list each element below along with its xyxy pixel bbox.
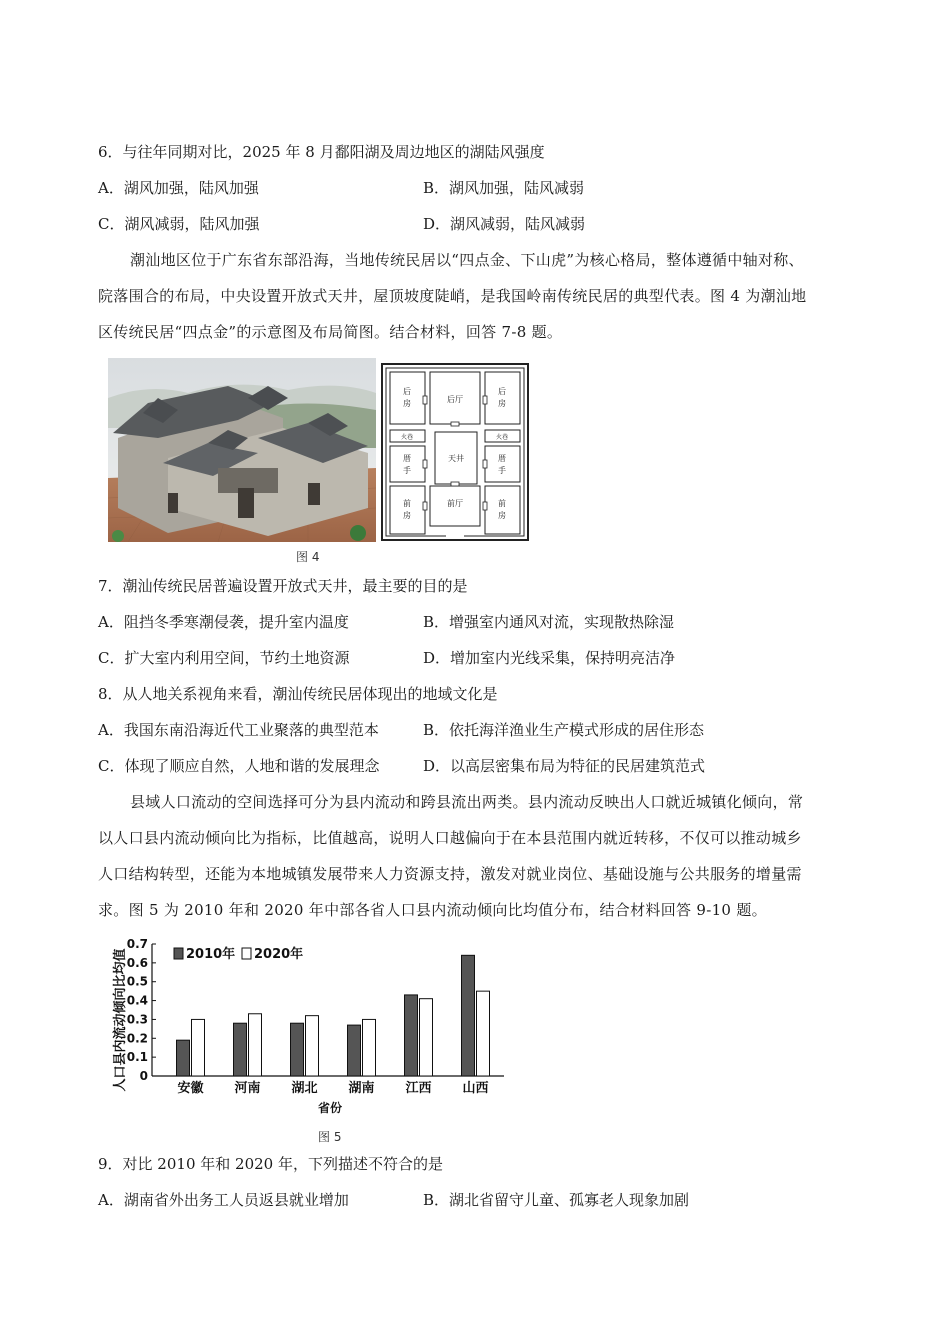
passage1-line-3: 区传统民居“四点金”的示意图及布局简图。结合材料，回答 7-8 题。: [98, 323, 563, 341]
y-tick-label: 0.7: [126, 937, 148, 951]
q9-stem: 9．对比 2010 年和 2020 年，下列描述不符合的是: [98, 1155, 443, 1173]
legend-label: 2020年: [254, 947, 304, 962]
room-side-left-2: 手: [403, 466, 411, 475]
floor-plan: [380, 362, 530, 542]
fig5-chart: [108, 930, 508, 1120]
q6-option-b: B．湖风加强，陆风减弱: [423, 179, 585, 197]
fig4-caption: 图 4: [296, 550, 320, 564]
fig5-caption: 图 5: [318, 1130, 342, 1144]
q8-option-c: C．体现了顺应自然，人地和谐的发展理念: [98, 757, 380, 775]
bar: [405, 995, 418, 1076]
passage2-line-3: 人口结构转型，还能为本地城镇发展带来人力资源支持，激发对就业岗位、基础设施与公共服务的增量需: [98, 865, 802, 883]
chart-ylabel: 人口县内流动倾向比均值: [113, 948, 128, 1092]
passage1-line-2: 院落围合的布局，中央设置开放式天井，屋顶坡度陡峭，是我国岭南传统民居的典型代表。图 4 为潮汕地: [98, 287, 807, 305]
bar: [348, 1025, 361, 1076]
bar: [177, 1040, 190, 1076]
room-back-hall: 后厅: [447, 395, 463, 404]
y-tick-label: 0.1: [126, 1050, 148, 1065]
y-tick-label: 0.3: [126, 1012, 148, 1027]
bar: [234, 1023, 247, 1076]
house-illustration: [108, 358, 376, 542]
bar: [462, 955, 475, 1076]
bar: [477, 991, 490, 1076]
legend-label: 2010年: [186, 947, 236, 962]
passage2-line-2: 以人口县内流动倾向比为指标，比值越高，说明人口越偏向于在本县范围内就近转移，不仅可以推动城乡: [98, 829, 802, 847]
room-front-right-2: 房: [498, 511, 506, 520]
y-tick-label: 0.2: [126, 1031, 148, 1046]
passage2-line-1: 县域人口流动的空间选择可分为县内流动和跨县流出两类。县内流动反映出人口就近城镇化倾向，常: [130, 793, 804, 811]
bar: [249, 1014, 262, 1076]
q7-stem: 7．潮汕传统民居普遍设置开放式天井，最主要的目的是: [98, 577, 468, 595]
room-back-left-1: 后: [403, 387, 411, 396]
x-tick-label: 湖北: [291, 1081, 318, 1096]
q8-stem: 8．从人地关系视角来看，潮汕传统民居体现出的地域文化是: [98, 685, 498, 703]
q7-option-d: D．增加室内光线采集，保持明亮洁净: [423, 649, 676, 667]
legend-swatch: [242, 948, 251, 959]
room-side-right-1: 厝: [498, 454, 506, 463]
room-front-hall: 前厅: [447, 499, 463, 508]
room-front-right-1: 前: [498, 499, 506, 508]
room-corridor-right: 火巷: [495, 434, 509, 441]
x-tick-label: 江西: [405, 1081, 432, 1096]
bar: [420, 999, 433, 1076]
room-corridor-left: 火巷: [400, 434, 414, 441]
room-front-left-2: 房: [403, 511, 411, 520]
passage2-line-4: 求。图 5 为 2010 年和 2020 年中部各省人口县内流动倾向比均值分布，结合材料回答 9-10 题。: [98, 901, 767, 919]
q6-option-d: D．湖风减弱，陆风减弱: [423, 215, 586, 233]
q9-option-a: A．湖南省外出务工人员返县就业增加: [98, 1191, 349, 1209]
q6-option-c: C．湖风减弱，陆风加强: [98, 215, 260, 233]
q9-option-b: B．湖北省留守儿童、孤寡老人现象加剧: [423, 1191, 690, 1209]
x-tick-label: 河南: [234, 1081, 261, 1096]
y-tick-label: 0.6: [126, 955, 148, 970]
room-back-left-2: 房: [403, 399, 411, 408]
q8-option-d: D．以高层密集布局为特征的民居建筑范式: [423, 757, 706, 775]
room-side-right-2: 手: [498, 466, 506, 475]
q6-option-a: A．湖风加强，陆风加强: [98, 179, 259, 197]
q7-option-c: C．扩大室内利用空间，节约土地资源: [98, 649, 350, 667]
room-back-right-1: 后: [498, 387, 506, 396]
y-tick-label: 0.5: [126, 974, 148, 989]
bar: [192, 1019, 205, 1076]
q7-option-b: B．增强室内通风对流，实现散热除湿: [423, 613, 675, 631]
room-back-right-2: 房: [498, 399, 506, 408]
room-front-left-1: 前: [403, 499, 411, 508]
x-tick-label: 山西: [462, 1081, 489, 1096]
y-tick-label: 0.4: [126, 993, 148, 1008]
bar: [291, 1023, 304, 1076]
passage1-line-1: 潮汕地区位于广东省东部沿海，当地传统民居以“四点金、下山虎”为核心格局，整体遵循中轴对称、: [130, 251, 804, 269]
room-side-left-1: 厝: [403, 454, 411, 463]
x-tick-label: 湖南: [348, 1081, 375, 1096]
chart-xlabel: 省份: [317, 1101, 343, 1115]
x-tick-label: 安徽: [177, 1081, 204, 1096]
room-courtyard: 天井: [448, 454, 464, 463]
bar: [363, 1019, 376, 1076]
q7-option-a: A．阻挡冬季寒潮侵袭，提升室内温度: [98, 613, 349, 631]
y-tick-label: 0: [139, 1069, 148, 1083]
q8-option-b: B．依托海洋渔业生产模式形成的居住形态: [423, 721, 705, 739]
bar: [306, 1016, 319, 1076]
q6-stem: 6．与往年同期对比，2025 年 8 月鄱阳湖及周边地区的湖陆风强度: [98, 143, 545, 161]
q8-option-a: A．我国东南沿海近代工业聚落的典型范本: [98, 721, 379, 739]
legend-swatch: [174, 948, 183, 959]
